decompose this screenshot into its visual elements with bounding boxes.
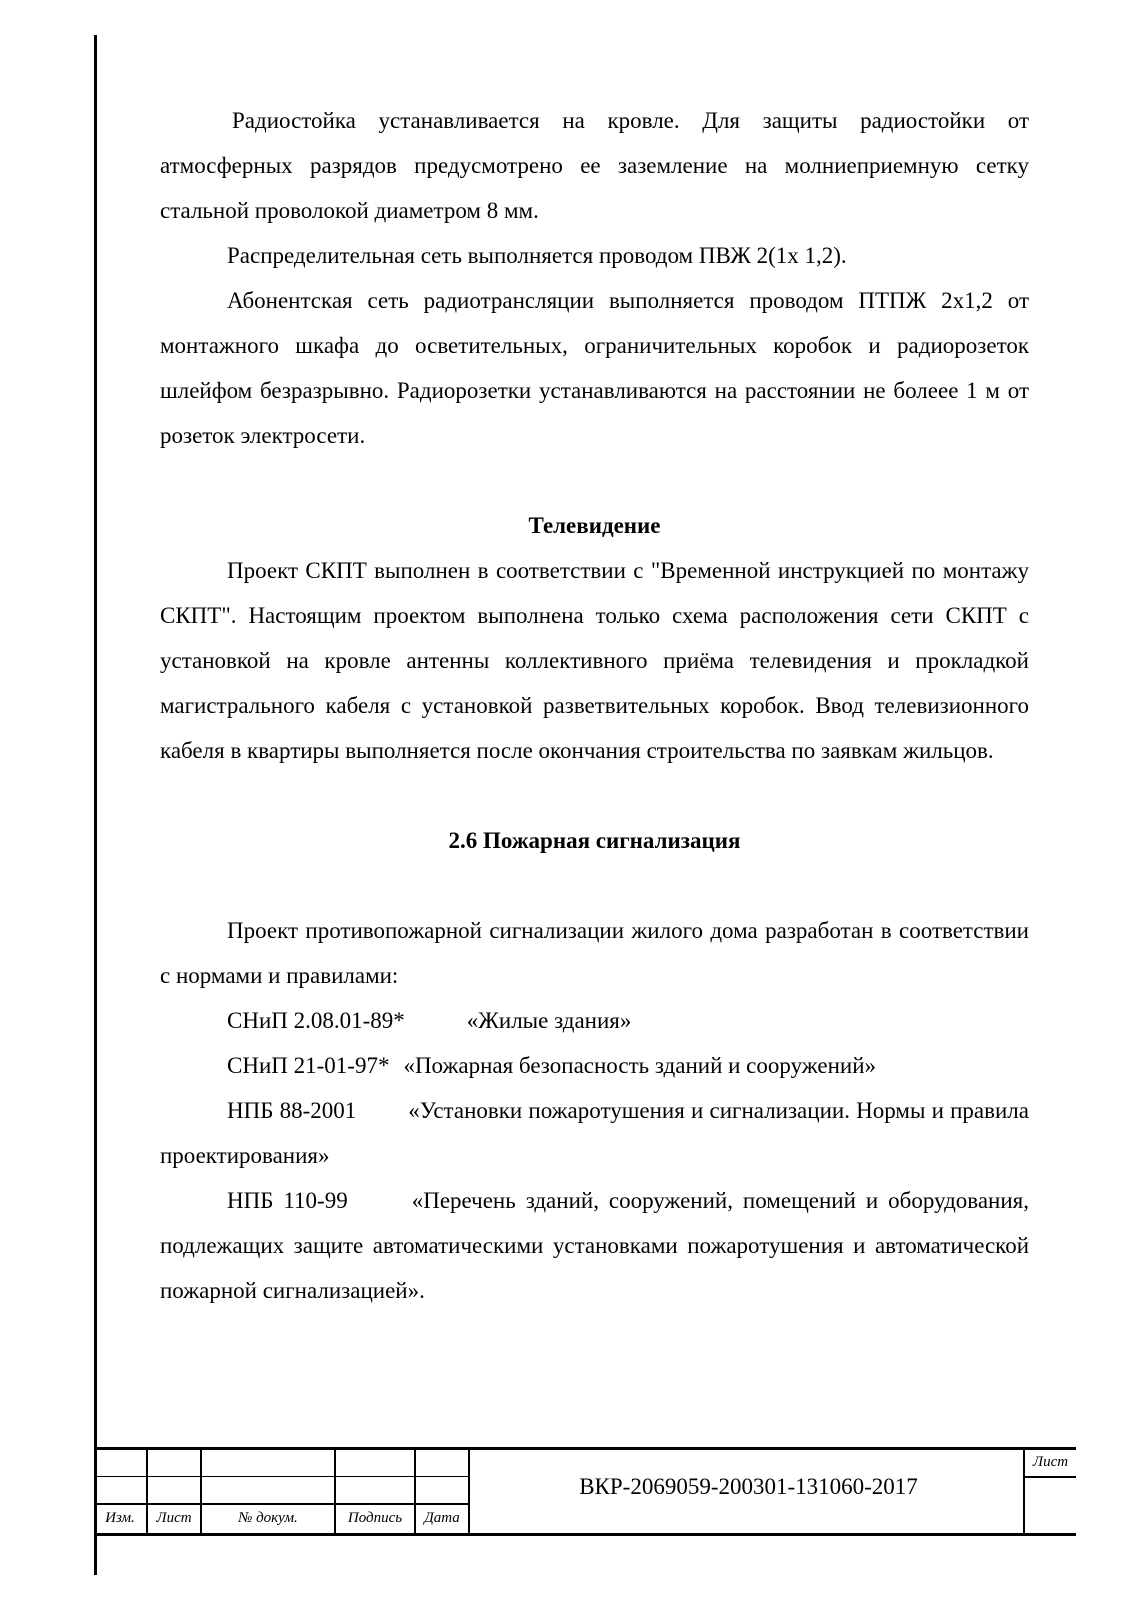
norm-title: «Пожарная безопасность зданий и сооружений» <box>403 1053 877 1078</box>
stamp-sheet-label: Лист <box>1032 1454 1069 1470</box>
norm-code: НПБ 110-99 <box>227 1188 348 1213</box>
norm-title: «Жилые здания» <box>466 1008 632 1033</box>
spacer <box>160 458 1029 503</box>
stamp-label-date: Дата <box>424 1510 460 1526</box>
document-code: ВКР-2069059-200301-131060-2017 <box>579 1474 918 1499</box>
norm-item <box>160 1043 1029 1088</box>
document-body <box>160 98 1029 1313</box>
paragraph-distribution-network: Распределительная сеть выполняется проводом ПВЖ 2(1х 1,2). <box>227 243 847 268</box>
norm-item <box>160 1088 1029 1178</box>
paragraph-radio-stand: Радиостойка устанавливается на кровле. Для защиты радиостойки от атмосферных разрядов предусмотрено ее заземление на молниеприемную сетку стальной проволокой диаметром 8 мм. <box>160 108 1029 223</box>
stamp-label-change: Изм. <box>105 1510 135 1526</box>
norm-code: НПБ 88-2001 <box>227 1098 357 1123</box>
stamp-sheet-line <box>1025 1476 1076 1478</box>
stamp-row-line <box>94 1503 470 1505</box>
norm-code: СНиП 21-01-97* <box>227 1053 390 1078</box>
title-block-stamp <box>94 1447 1076 1536</box>
norm-item <box>160 1178 1029 1313</box>
paragraph-subscriber-network: Абонентская сеть радиотрансляции выполняется проводом ПТПЖ 2х1,2 от монтажного шкафа до осветительных, ограничительных коробок и радиорозеток шлейфом безразрывно. Радиорозетки устанавливаются на расстоянии не болеее 1 м от розеток электросети. <box>160 288 1029 448</box>
paragraph-television: Проект СКПТ выполнен в соответствии с "Временной инструкцией по монтажу СКПТ". Настоящим проектом выполнена только схема расположения сети СКПТ с установкой на кровле антенны коллективного приёма телевидения и прокладкой магистрального кабеля с установкой разветвительных коробок. Ввод телевизионного кабеля в квартиры выполняется после окончания строительства по заявкам жильцов. <box>160 558 1029 763</box>
spacer <box>160 773 1029 818</box>
norm-code: СНиП 2.08.01-89* <box>227 1008 405 1033</box>
norm-item <box>160 998 1029 1043</box>
stamp-divider <box>468 1450 470 1533</box>
stamp-label-doc-number: № докум. <box>238 1510 298 1526</box>
heading-fire-alarm: 2.6 Пожарная сигнализация <box>448 828 741 853</box>
norm-title: «Перечень зданий, сооружений, помещений и оборудования, подлежащих защите автоматическими установками пожаротушения и автоматической пожарной сигнализацией». <box>160 1188 1030 1303</box>
stamp-label-sheet: Лист <box>156 1510 192 1526</box>
stamp-row-line <box>94 1476 470 1477</box>
norm-title: «Установки пожаротушения и сигнализации. Нормы и правила проектирования» <box>160 1098 1029 1168</box>
stamp-label-signature: Подпись <box>347 1510 403 1526</box>
paragraph-fire-intro: Проект противопожарной сигнализации жилого дома разработан в соответствии с нормами и правилами: <box>160 918 1029 988</box>
heading-television: Телевидение <box>528 513 661 538</box>
frame-left-border <box>94 35 97 1575</box>
spacer <box>160 863 1029 908</box>
